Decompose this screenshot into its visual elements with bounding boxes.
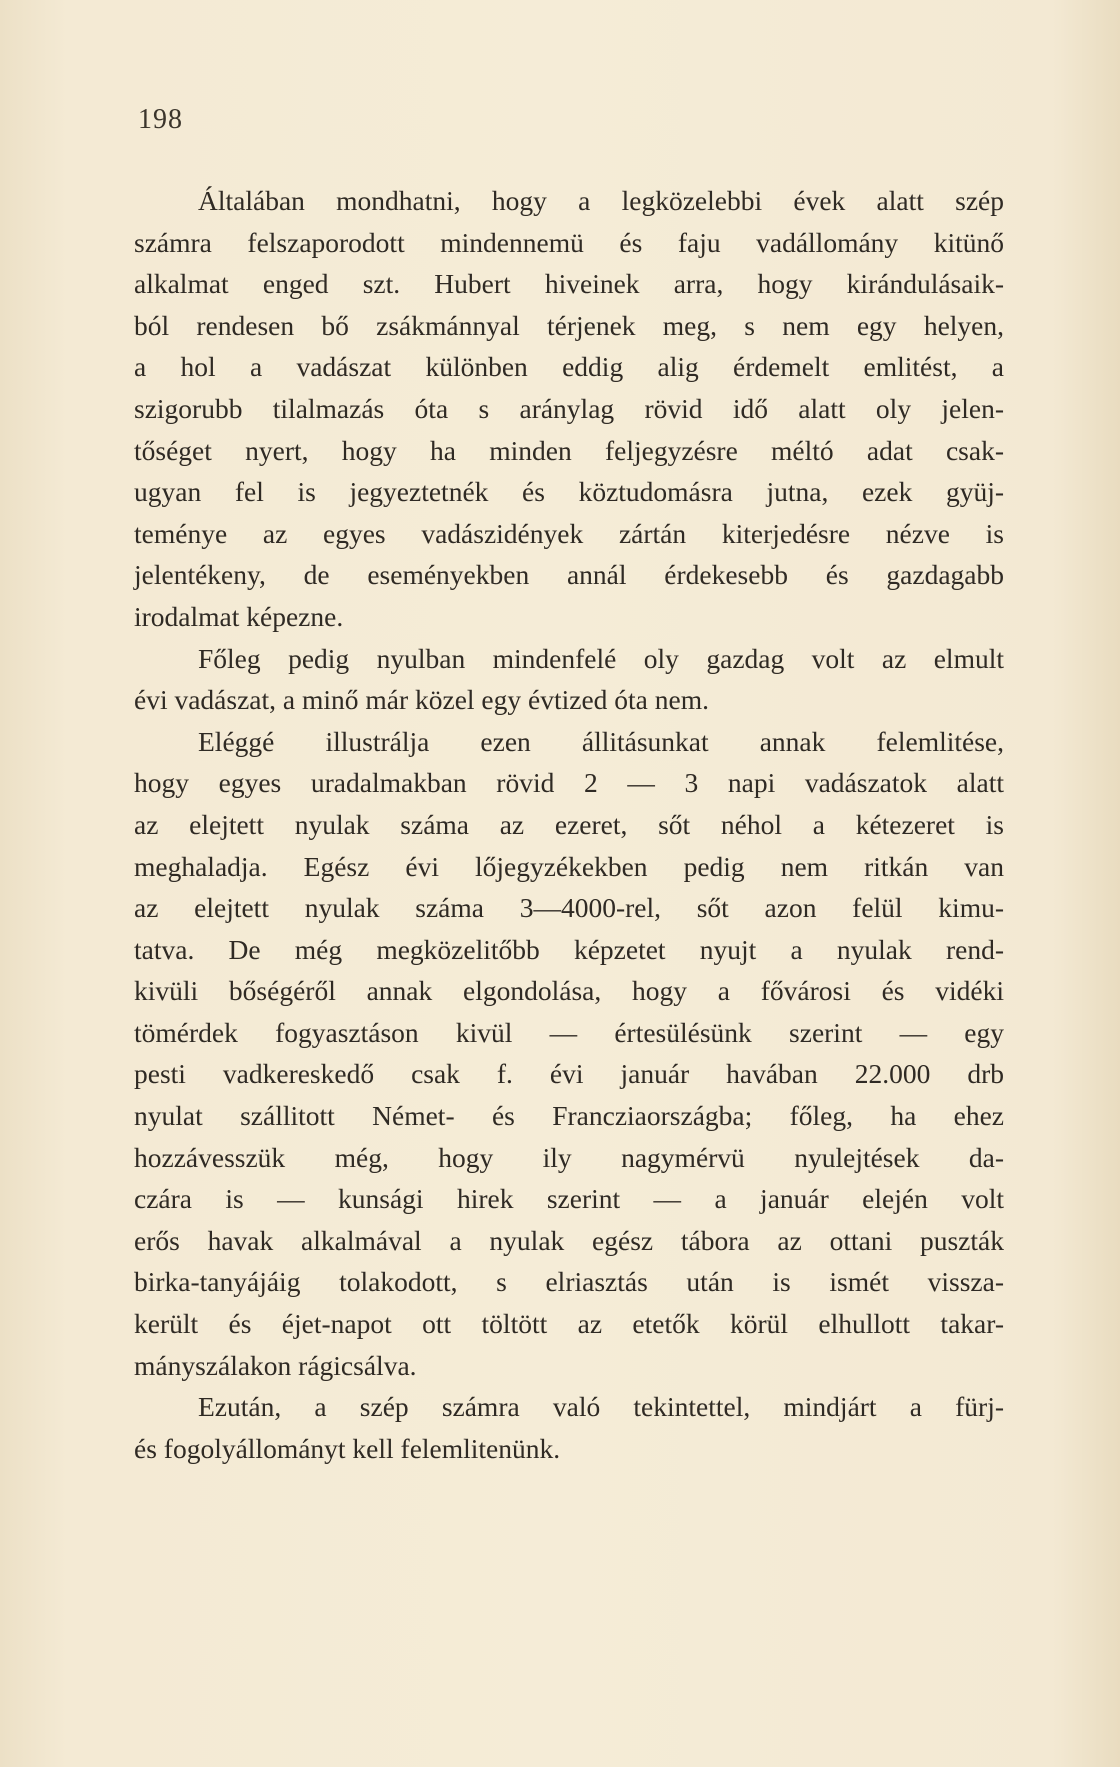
text-line: meghaladja. Egész évi lőjegyzékekben pedig nem ritkán van: [134, 850, 1004, 882]
text-line: az elejtett nyulak száma 3—4000-rel, sőt azon felül kimu-: [134, 892, 1004, 924]
text-line: tőséget nyert, hogy ha minden feljegyzésre méltó adat csak-: [134, 434, 1004, 466]
text-line: szigorubb tilalmazás óta s aránylag rövid idő alatt oly jelen-: [134, 392, 1004, 424]
text-line: évi vadászat, a minő már közel egy évtized óta nem.: [134, 684, 709, 716]
text-line: a hol a vadászat különben eddig alig érdemelt emlitést, a: [134, 351, 1004, 383]
text-line: került és éjet-napot ott töltött az etetők körül elhullott takar-: [134, 1308, 1004, 1340]
text-line: az elejtett nyulak száma az ezeret, sőt néhol a kétezeret is: [134, 808, 1004, 840]
text-line: tömérdek fogyasztáson kivül — értesülésünk szerint — egy: [134, 1016, 1004, 1048]
text-line: kivüli bőségéről annak elgondolása, hogy a fővárosi és vidéki: [134, 975, 1004, 1007]
text-line: erős havak alkalmával a nyulak egész tábora az ottani puszták: [134, 1224, 1004, 1256]
text-line: Általában mondhatni, hogy a legközelebbi évek alatt szép: [198, 185, 1004, 216]
text-line: mányszálakon rágicsálva.: [134, 1349, 417, 1381]
text-line: számra felszaporodott mindennemü és faju vadállomány kitünő: [134, 226, 1004, 258]
text-line: tatva. De még megközelitőbb képzetet nyujt a nyulak rend-: [134, 933, 1004, 965]
text-line: nyulat szállitott Német- és Francziaországba; főleg, ha ehez: [134, 1100, 1004, 1132]
text-line: Eléggé illustrálja ezen állitásunkat annak felemlitése,: [198, 725, 1004, 757]
paragraph-1: [134, 180, 1004, 638]
body-text: [134, 180, 1004, 1469]
paragraph-3: [134, 721, 1004, 1387]
paragraph-4: [134, 1386, 1004, 1469]
text-line: jelentékeny, de eseményekben annál érdekesebb és gazdagabb: [134, 559, 1004, 591]
text-line: irodalmat képezne.: [134, 600, 344, 632]
text-line: és fogolyállományt kell felemlitenünk.: [134, 1432, 561, 1464]
text-line: czára is — kunsági hirek szerint — a január elején volt: [134, 1183, 1004, 1215]
text-line: Főleg pedig nyulban mindenfelé oly gazdag volt az elmult: [198, 642, 1004, 674]
page-number: 198: [138, 104, 183, 135]
text-line: ból rendesen bő zsákmánnyal térjenek meg, s nem egy helyen,: [134, 309, 1004, 341]
text-line: ugyan fel is jegyeztetnék és köztudomásra jutna, ezek gyüj-: [134, 476, 1004, 508]
text-line: pesti vadkereskedő csak f. évi január havában 22.000 drb: [134, 1058, 1004, 1090]
text-line: teménye az egyes vadászidények zártán kiterjedésre nézve is: [134, 517, 1004, 549]
text-line: alkalmat enged szt. Hubert hiveinek arra, hogy kirándulásaik-: [134, 268, 1004, 300]
paragraph-2: [134, 638, 1004, 721]
text-line: hozzávesszük még, hogy ily nagymérvü nyulejtések da-: [134, 1141, 1004, 1173]
text-line: birka-tanyájáig tolakodott, s elriasztás után is ismét vissza-: [134, 1266, 1004, 1298]
text-line: Ezután, a szép számra való tekintettel, mindjárt a fürj-: [198, 1391, 1004, 1423]
text-line: hogy egyes uradalmakban rövid 2 — 3 napi vadászatok alatt: [134, 767, 1004, 799]
